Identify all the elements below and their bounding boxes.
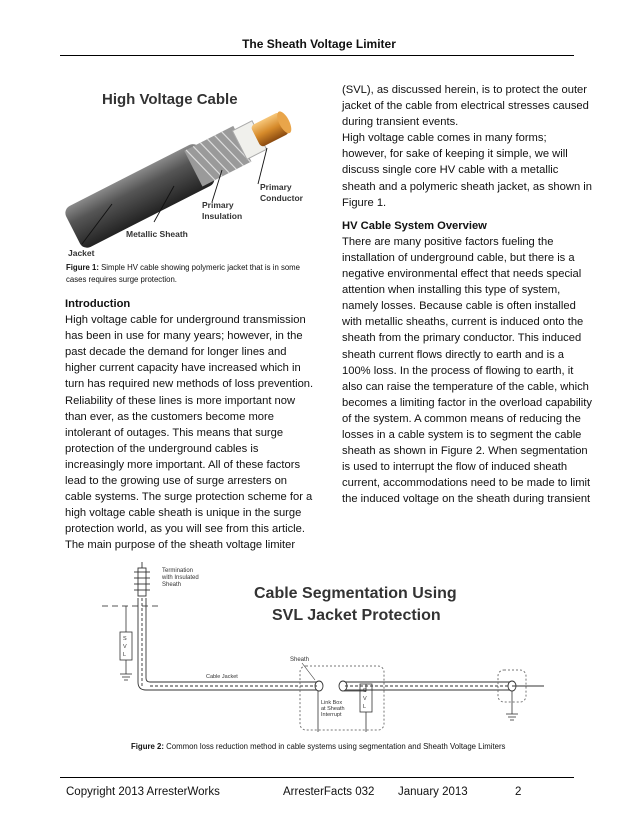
fig1-label-primary-conductor-1: Primary: [260, 182, 292, 192]
figure-2-caption-label: Figure 2:: [131, 742, 164, 751]
figure-1-caption-label: Figure 1:: [66, 263, 99, 272]
left-column: [65, 296, 315, 554]
fig2-label-linkbox-3: Interrupt: [321, 712, 342, 718]
fig1-label-primary-insulation-1: Primary: [202, 200, 234, 210]
footer-date: January 2013: [398, 786, 468, 798]
svl-purpose-paragraph: (SVL), as discussed herein, is to protect the outer jacket of the cable from electrical stresses caused during transient events.: [342, 84, 589, 129]
hv-cable-forms-paragraph: High voltage cable comes in many forms; however, for sake of keeping it simple, we will discuss single core HV cable with a metallic sheath and a polymeric sheath jacket, as shown in Figure 1.: [342, 132, 592, 209]
fig2-label-cable-jacket: Cable Jacket: [206, 674, 238, 680]
figure-2-segmentation-diagram: [102, 562, 544, 738]
page-title: The Sheath Voltage Limiter: [242, 37, 396, 51]
introduction-paragraph: High voltage cable for underground transmission has been in use for many years; however, in the past decade the demand for longer lines and higher current capacity have increased which in turn has required new methods of loss prevention. Reliability of these lines is more important now than ever, as the customers become more intolerant of outages. This means that surge protection of the underground cables is increasingly more important. All of these factors lead to the growing use of surge arresters on cable systems. The surge protection scheme for a high voltage cable sheath is unique in the surge protection world, as you will see from this article. The main purpose of the sheath voltage limiter: [65, 314, 314, 552]
fig1-label-metallic-sheath: Metallic Sheath: [126, 229, 188, 239]
svl-left-s: S: [123, 636, 127, 642]
footer-copyright: Copyright 2013 ArresterWorks: [66, 786, 220, 798]
svl-arrester-left: [120, 606, 132, 680]
footer-page-number: 2: [515, 786, 522, 798]
svl-left-v: V: [123, 644, 127, 650]
figure-2-caption: [131, 742, 571, 751]
termination-insulator: [134, 562, 150, 596]
svl-mid-v: V: [363, 696, 367, 702]
hv-cable-system-overview-heading: HV Cable System Overview: [342, 219, 487, 232]
svl-mid-l: L: [363, 704, 367, 710]
figure-1-cable-illustration: [62, 86, 318, 261]
fig2-label-sheath: Sheath: [290, 657, 310, 663]
fig2-label-termination-1: Termination: [162, 568, 194, 574]
figure-2-caption-text: Common loss reduction method in cable systems using segmentation and Sheath Voltage Limiters: [166, 742, 506, 751]
fig1-label-primary-insulation-2: Insulation: [202, 211, 243, 221]
cable-segment-2: [339, 681, 544, 691]
fig2-label-termination-3: Sheath: [162, 582, 182, 588]
cable-body: [63, 100, 300, 251]
fig1-label-primary-conductor-2: Conductor: [260, 193, 303, 203]
svl-mid-s: S: [363, 688, 367, 694]
link-box-left: [300, 666, 384, 730]
figure-1-caption: [66, 262, 316, 286]
fig2-title-line2: SVL Jacket Protection: [272, 607, 441, 624]
svl-left-l: L: [123, 652, 127, 658]
footer-rule: [60, 777, 574, 778]
fig2-label-linkbox-2: at Sheath: [321, 706, 345, 712]
figure-1-caption-text: Simple HV cable showing polymeric jacket that is in some cases requires surge protection.: [66, 263, 301, 284]
ground-right: [506, 691, 518, 720]
header-rule: [60, 55, 574, 56]
fig1-title: High Voltage Cable: [102, 91, 238, 108]
fig2-title-line1: Cable Segmentation Using: [254, 585, 457, 602]
hv-cable-system-overview-paragraph: There are many positive factors fueling the installation of underground cable, but there is a negative environmental effect that needs special attention when installing this type of system, namely losses. Because cable is often installed with metallic sheaths, current is induced onto the sheath from the primary conductor. This induced sheath current flows directly to earth and is a 100% loss. In the process of flowing to earth, it also can raise the temperature of the cable, which becomes a limiting factor in the overload capability of the system. A common means of reducing the losses in a cable system is to segment the cable sheath as shown in Figure 2. When segmentation is used to interrupt the flow of induced sheath current, accommodations need to be made to limit the induced voltage on the sheath during transient: [342, 235, 592, 506]
right-column: [342, 82, 592, 507]
fig2-label-termination-2: with Insulated: [162, 575, 199, 581]
footer-doc-id: ArresterFacts 032: [283, 786, 375, 798]
fig1-label-jacket: Jacket: [68, 248, 95, 258]
fig2-label-linkbox-1: Link Box: [321, 700, 343, 706]
introduction-heading: Introduction: [65, 298, 131, 310]
